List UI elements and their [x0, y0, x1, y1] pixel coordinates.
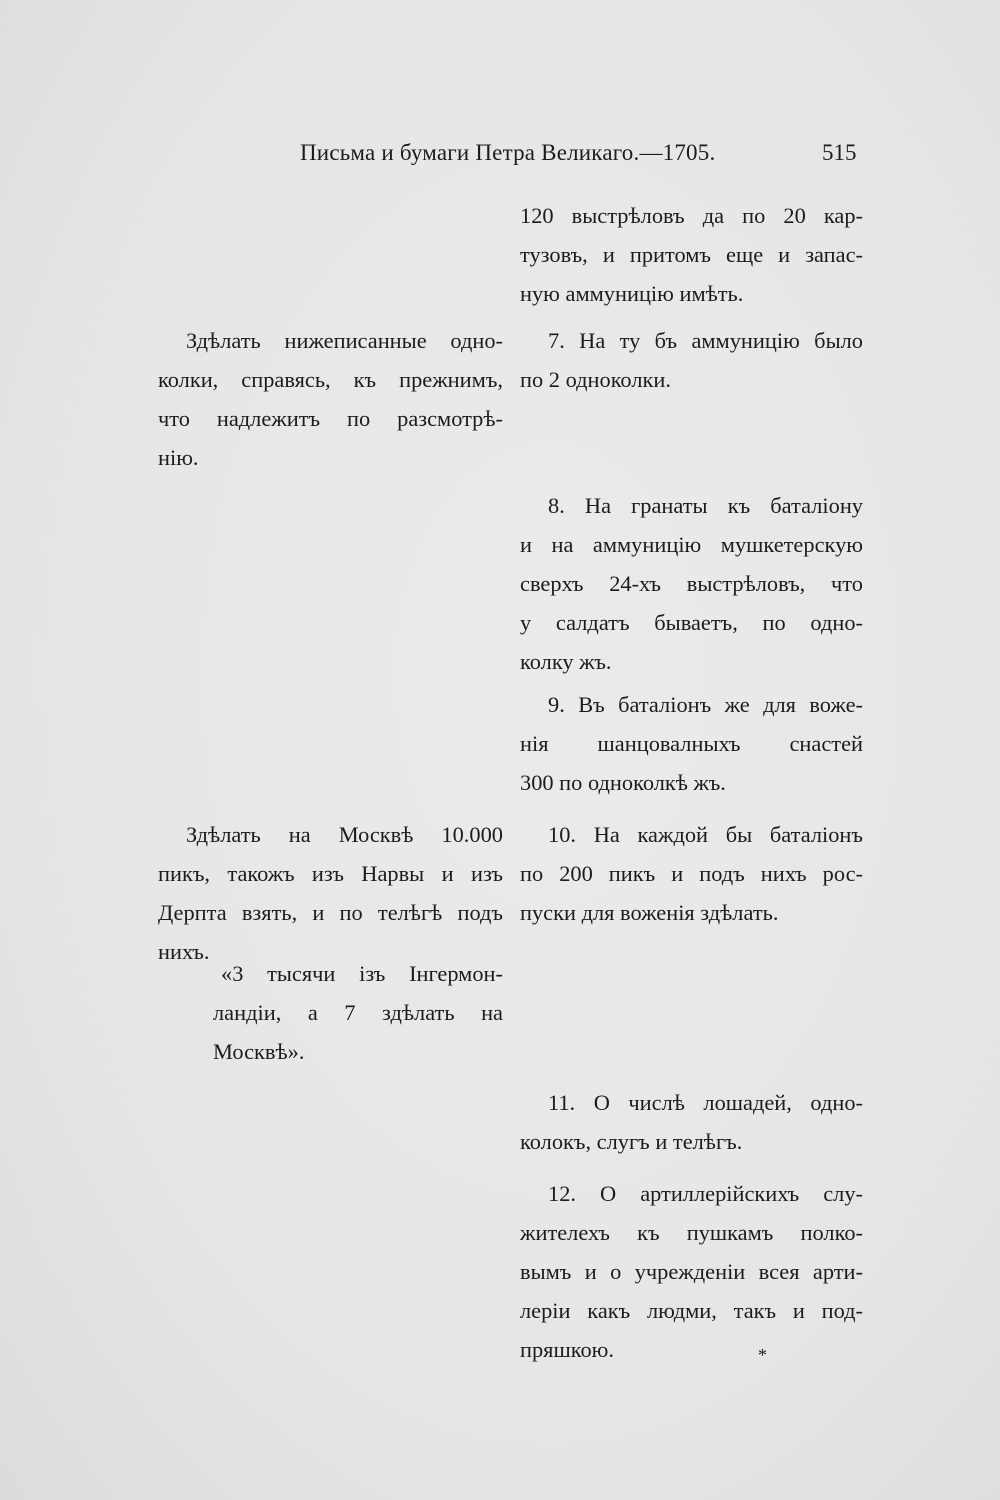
text-line: 7. На ту бъ аммуницію было: [548, 328, 863, 353]
text-line: вымъ и о учрежденіи всея арти-: [520, 1259, 863, 1284]
text-line: жителехъ къ пушкамъ полко-: [520, 1220, 863, 1245]
text-line: 8. На гранаты къ баталіону: [548, 493, 863, 518]
end-mark: *: [758, 1345, 767, 1365]
text-line: «3 тысячи ізъ Інгермон-: [221, 961, 503, 986]
resolution-10-note: [213, 954, 503, 1071]
item-7: [520, 321, 863, 399]
text-line: тузовъ, и притомъ еще и запас-: [520, 242, 863, 267]
text-line: Дерпта взять, и по телѣгѣ подъ: [158, 900, 503, 925]
text-line: сверхъ 24-хъ выстрѣловъ, что: [520, 571, 863, 596]
resolution-7: [158, 321, 503, 477]
resolution-10: [158, 815, 503, 971]
page-number: 515: [822, 140, 857, 165]
text-line: нію.: [158, 445, 199, 470]
text-line: по 2 одноколки.: [520, 367, 671, 392]
text-line: Здѣлать нижеписанные одно-: [186, 328, 503, 353]
text-line: Москвѣ».: [213, 1039, 305, 1064]
text-line: 9. Въ баталіонъ же для воже-: [548, 692, 863, 717]
text-line: пуски для воженія здѣлать.: [520, 900, 779, 925]
item-11: [520, 1083, 863, 1161]
text-line: 120 выстрѣловъ да по 20 кар-: [520, 203, 863, 228]
text-line: леріи какъ людми, такъ и под-: [520, 1298, 863, 1323]
item-12: [520, 1174, 863, 1369]
text-line: 11. О числѣ лошадей, одно-: [548, 1090, 863, 1115]
item-10: [520, 815, 863, 932]
text-line: и на аммуницію мушкетерскую: [520, 532, 863, 557]
text-line: у салдатъ бываетъ, по одно-: [520, 610, 863, 635]
text-line: нія шанцовалныхъ снастей: [520, 731, 863, 756]
text-line: Здѣлать на Москвѣ 10.000: [186, 822, 503, 847]
text-line: 300 по одноколкѣ жъ.: [520, 770, 726, 795]
text-line: по 200 пикъ и подъ нихъ рос-: [520, 861, 863, 886]
text-line: колокъ, слугъ и телѣгъ.: [520, 1129, 743, 1154]
item-6-continuation: [520, 196, 863, 313]
text-line: 12. О артиллерійскихъ слу-: [548, 1181, 863, 1206]
text-line: ную аммуницію имѣть.: [520, 281, 744, 306]
item-9: [520, 685, 863, 802]
text-line: ландіи, а 7 здѣлать на: [213, 1000, 503, 1025]
text-line: пикъ, такожъ изъ Нарвы и изъ: [158, 861, 503, 886]
text-line: нихъ.: [158, 939, 210, 964]
text-line: 10. На каждой бы баталіонъ: [548, 822, 863, 847]
item-8: [520, 486, 863, 681]
text-line: колки, справясь, къ прежнимъ,: [158, 367, 503, 392]
text-line: колку жъ.: [520, 649, 612, 674]
text-line: пряшкою.: [520, 1337, 614, 1362]
running-title: Письма и бумаги Петра Великаго.—1705.: [300, 140, 716, 165]
text-line: что надлежитъ по разсмотрѣ-: [158, 406, 503, 431]
